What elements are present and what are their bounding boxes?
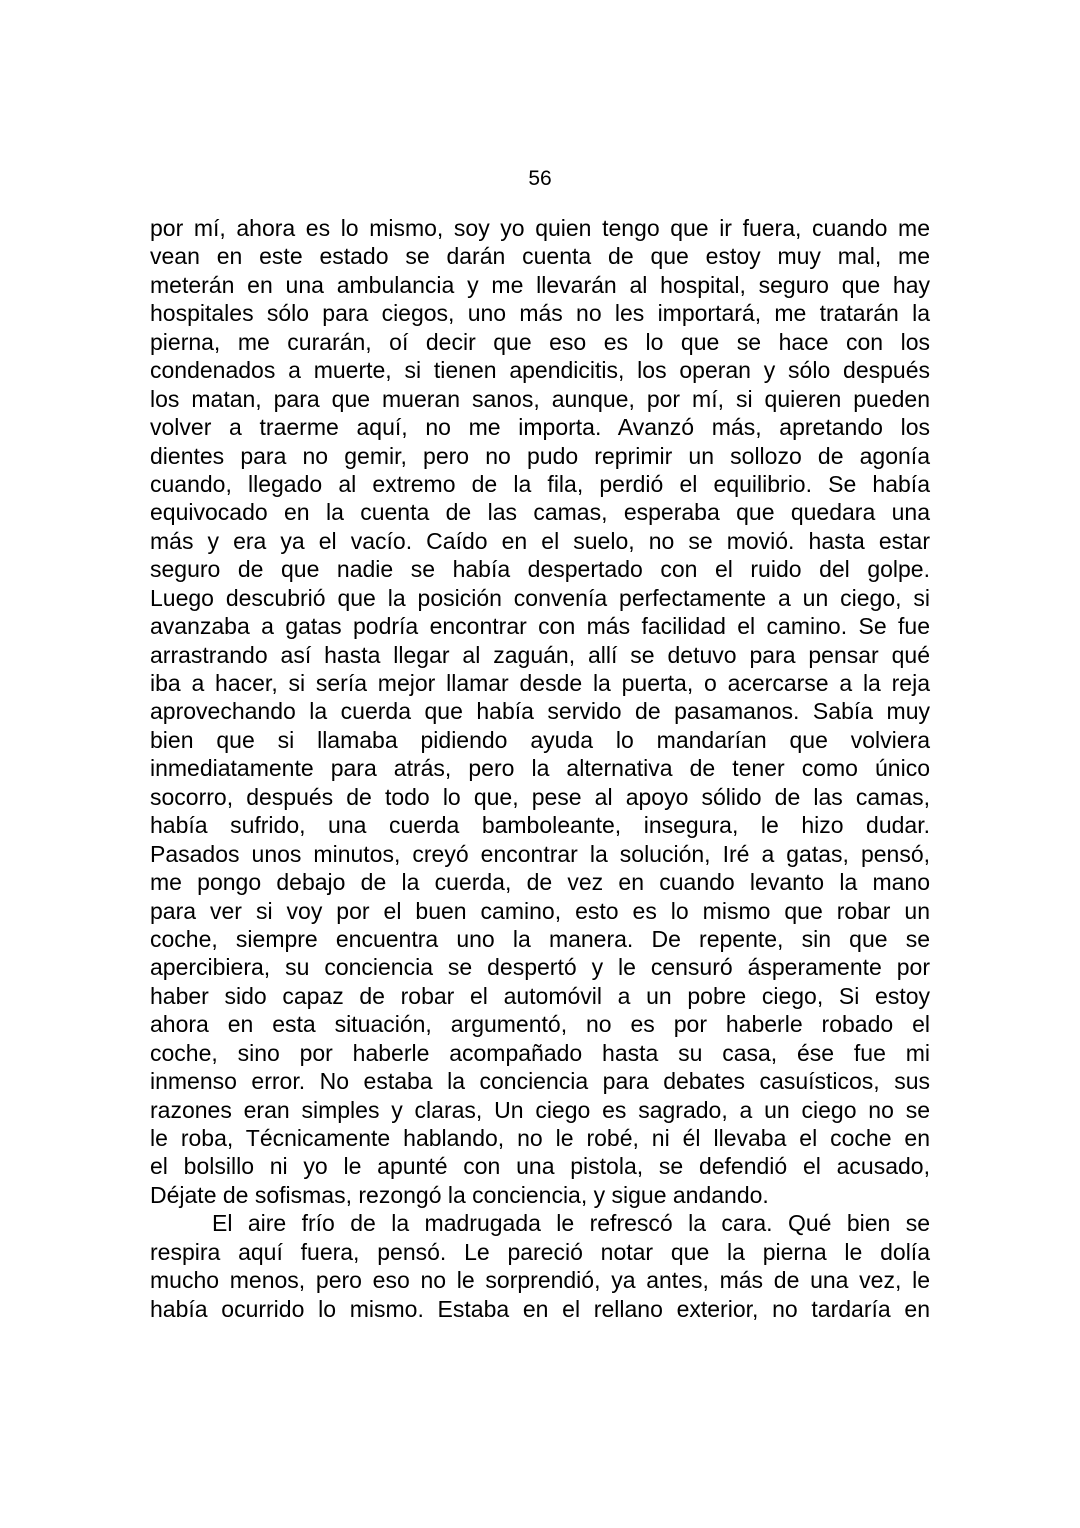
text-line: razones eran simples y claras, Un ciego es sagrado, a un ciego no se bbox=[150, 1096, 930, 1123]
text-line: haber sido capaz de robar el automóvil a un pobre ciego, Si estoy bbox=[150, 982, 930, 1009]
text-line: condenados a muerte, si tienen apendicitis, los operan y sólo después bbox=[150, 357, 930, 384]
text-line: me pongo debajo de la cuerda, de vez en cuando levanto la mano bbox=[150, 869, 930, 896]
text-line: volver a traerme aquí, no me importa. Avanzó más, apretando los bbox=[150, 414, 930, 441]
text-line: dientes para no gemir, pero no pudo reprimir un sollozo de agonía bbox=[150, 442, 930, 469]
text-line: hospitales sólo para ciegos, uno más no les importará, me tratarán la bbox=[150, 300, 930, 327]
text-line: los matan, para que mueran sanos, aunque, por mí, si quieren pueden bbox=[150, 385, 930, 412]
text-line: bien que si llamaba pidiendo ayuda lo mandarían que volviera bbox=[150, 726, 930, 753]
page-number: 56 bbox=[528, 167, 552, 190]
text-line: cuando, llegado al extremo de la fila, perdió el equilibrio. Se había bbox=[150, 470, 930, 497]
text-line: para ver si voy por el buen camino, esto es lo mismo que robar un bbox=[150, 897, 930, 924]
text-line: avanzaba a gatas podría encontrar con más facilidad el camino. Se fue bbox=[150, 613, 930, 640]
text-line: Luego descubrió que la posición convenía perfectamente a un ciego, si bbox=[150, 584, 930, 611]
text-line: equivocado en la cuenta de las camas, esperaba que quedara una bbox=[150, 499, 930, 526]
text-line: mucho menos, pero eso no le sorprendió, ya antes, más de una vez, le bbox=[150, 1267, 930, 1294]
text-line: respira aquí fuera, pensó. Le pareció notar que la pierna le dolía bbox=[150, 1238, 930, 1265]
text-line: Déjate de sofismas, rezongó la conciencia, y sigue andando. bbox=[150, 1181, 769, 1208]
text-line: meterán en una ambulancia y me llevarán al hospital, seguro que hay bbox=[150, 271, 930, 298]
text-line: le roba, Técnicamente hablando, no le robé, ni él llevaba el coche en bbox=[150, 1125, 930, 1151]
text-line: iba a hacer, si sería mejor llamar desde la puerta, o acercarse a la reja bbox=[150, 670, 930, 696]
text-line: aprovechando la cuerda que había servido de pasamanos. Sabía muy bbox=[150, 698, 930, 725]
text-line: vean en este estado se darán cuenta de que estoy muy mal, me bbox=[150, 243, 930, 270]
text-line: arrastrando así hasta llegar al zaguán, allí se detuvo para pensar qué bbox=[150, 641, 930, 668]
paragraph bbox=[150, 1209, 930, 1323]
text-line: inmenso error. No estaba la conciencia para debates casuísticos, sus bbox=[150, 1068, 930, 1095]
body-text bbox=[150, 214, 930, 1323]
text-line: por mí, ahora es lo mismo, soy yo quien tengo que ir fuera, cuando me bbox=[150, 215, 930, 241]
text-line: ahora en esta situación, argumentó, no es por haberle robado el bbox=[150, 1011, 930, 1038]
text-line: coche, sino por haberle acompañado hasta su casa, ése fue mi bbox=[150, 1039, 930, 1066]
text-line: pierna, me curarán, oí decir que eso es lo que se hace con los bbox=[150, 328, 930, 355]
text-line: Pasados unos minutos, creyó encontrar la solución, Iré a gatas, pensó, bbox=[150, 840, 930, 867]
text-line: socorro, después de todo lo que, pese al apoyo sólido de las camas, bbox=[150, 783, 930, 810]
text-line: El aire frío de la madrugada le refrescó la cara. Qué bien se bbox=[212, 1210, 930, 1237]
text-line: había sufrido, una cuerda bamboleante, insegura, le hizo dudar. bbox=[150, 812, 930, 839]
text-line: seguro de que nadie se había despertado con el ruido del golpe. bbox=[150, 556, 930, 583]
text-line: había ocurrido lo mismo. Estaba en el rellano exterior, no tardaría en bbox=[150, 1295, 930, 1322]
text-line: más y era ya el vacío. Caído en el suelo, no se movió. hasta estar bbox=[150, 527, 930, 554]
text-line: el bolsillo ni yo le apunté con una pistola, se defendió el acusado, bbox=[150, 1153, 930, 1180]
text-line: inmediatamente para atrás, pero la alternativa de tener como único bbox=[150, 755, 930, 782]
text-line: apercibiera, su conciencia se despertó y le censuró ásperamente por bbox=[150, 954, 930, 981]
text-line: coche, siempre encuentra uno la manera. De repente, sin que se bbox=[150, 925, 930, 952]
paragraph bbox=[150, 214, 930, 1209]
